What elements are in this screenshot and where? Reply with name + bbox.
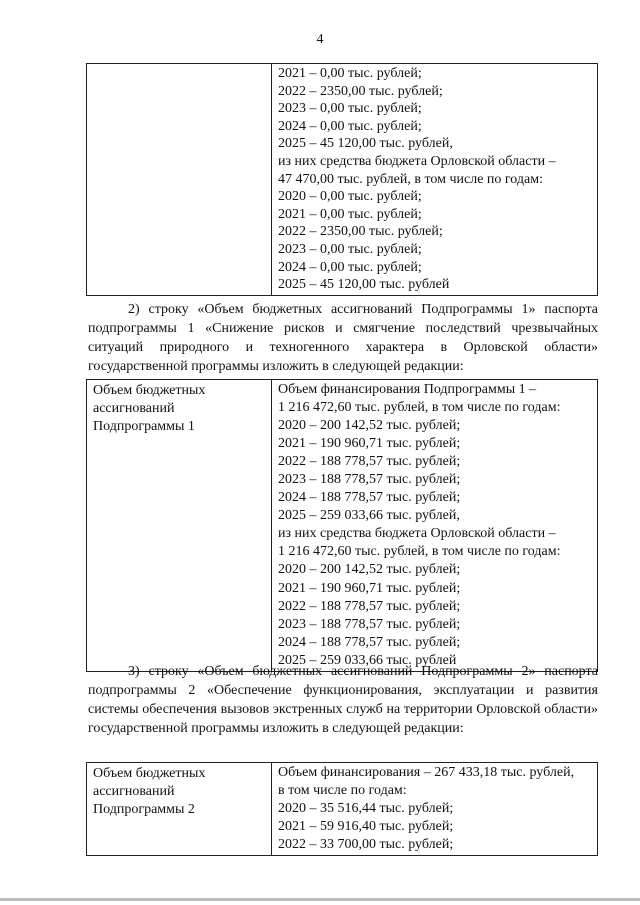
financing-line: 2021 – 0,00 тыс. рублей;: [278, 66, 422, 81]
financing-line: из них средства бюджета Орловской области –: [278, 526, 556, 542]
financing-line: 2023 – 188 778,57 тыс. рублей;: [278, 616, 461, 632]
financing-line: 2021 – 190 960,71 тыс. рублей;: [278, 436, 461, 452]
financing-line: 2024 – 0,00 тыс. рублей;: [278, 118, 422, 134]
financing-line: 47 470,00 тыс. рублей, в том числе по годам:: [278, 171, 543, 187]
financing-line: 2023 – 0,00 тыс. рублей;: [278, 241, 422, 257]
passport-table-subprogram-1: [86, 379, 598, 672]
financing-line: 2020 – 35 516,44 тыс. рублей;: [278, 801, 454, 817]
financing-line: 2023 – 0,00 тыс. рублей;: [278, 101, 422, 117]
paragraph-item-3: 3) строку «Объем бюджетных ассигнований Подпрограммы 2» паспорта подпрограммы 2 «Обеспечение функционирования, эксплуатации и развития системы обеспечения вызовов экстренных служб на территории Орловской области» государственной программы изложить в следующей редакции:: [88, 664, 598, 736]
table-row: [87, 380, 598, 672]
value-cell: [272, 763, 598, 856]
financing-line: 2020 – 200 142,52 тыс. рублей;: [278, 418, 461, 434]
row-label-line: Объем бюджетных: [93, 383, 206, 398]
financing-line: Объем финансирования Подпрограммы 1 –: [278, 382, 537, 397]
table-row: [87, 763, 598, 856]
financing-line: 2022 – 33 700,00 тыс. рублей;: [278, 837, 454, 853]
passport-table-continued: [86, 63, 598, 296]
value-cell: [272, 380, 598, 672]
financing-line: 2021 – 0,00 тыс. рублей;: [278, 206, 422, 222]
label-cell: [87, 763, 272, 856]
row-label-line: Объем бюджетных: [93, 766, 206, 781]
table-row: [87, 64, 598, 296]
financing-line: 2020 – 0,00 тыс. рублей;: [278, 189, 422, 205]
financing-line: 2021 – 190 960,71 тыс. рублей;: [278, 580, 461, 596]
financing-line: 2025 – 45 120,00 тыс. рублей,: [278, 136, 453, 152]
financing-line: 2022 – 188 778,57 тыс. рублей;: [278, 598, 461, 614]
page-bottom-edge: [0, 898, 640, 901]
page-number: 4: [316, 32, 324, 47]
financing-line: 2022 – 2350,00 тыс. рублей;: [278, 83, 443, 99]
financing-line: 2022 – 188 778,57 тыс. рублей;: [278, 454, 461, 470]
financing-line: 2023 – 188 778,57 тыс. рублей;: [278, 472, 461, 488]
financing-line: 2021 – 59 916,40 тыс. рублей;: [278, 819, 454, 835]
financing-line: 2025 – 259 033,66 тыс. рублей: [278, 652, 457, 668]
financing-line: 1 216 472,60 тыс. рублей, в том числе по годам:: [278, 400, 561, 416]
financing-line: в том числе по годам:: [278, 783, 407, 799]
row-label-line: ассигнований: [93, 401, 175, 416]
paragraph-item-2: 2) строку «Объем бюджетных ассигнований Подпрограммы 1» паспорта подпрограммы 1 «Снижение рисков и смягчение последствий чрезвычайных ситуаций природного и техногенного характера в Орловской области» государственной программы изложить в следующей редакции:: [88, 302, 598, 374]
financing-line: 1 216 472,60 тыс. рублей, в том числе по годам:: [278, 544, 561, 560]
financing-line: 2022 – 2350,00 тыс. рублей;: [278, 224, 443, 240]
financing-line: 2024 – 188 778,57 тыс. рублей;: [278, 634, 461, 650]
financing-line: 2020 – 200 142,52 тыс. рублей;: [278, 562, 461, 578]
financing-line: 2024 – 188 778,57 тыс. рублей;: [278, 490, 461, 506]
financing-line: 2024 – 0,00 тыс. рублей;: [278, 259, 422, 275]
row-label-line: Подпрограммы 2: [93, 802, 195, 817]
passport-table-subprogram-2: [86, 762, 598, 856]
row-label-line: Подпрограммы 1: [93, 419, 195, 434]
financing-line: Объем финансирования – 267 433,18 тыс. рублей,: [278, 765, 575, 780]
financing-line: из них средства бюджета Орловской области –: [278, 153, 556, 169]
row-label-line: ассигнований: [93, 784, 175, 799]
financing-line: 2025 – 45 120,00 тыс. рублей: [278, 277, 450, 293]
label-cell: [87, 380, 272, 672]
value-cell: [272, 64, 598, 296]
financing-line: 2025 – 259 033,66 тыс. рублей,: [278, 508, 460, 524]
label-cell: [87, 64, 272, 296]
